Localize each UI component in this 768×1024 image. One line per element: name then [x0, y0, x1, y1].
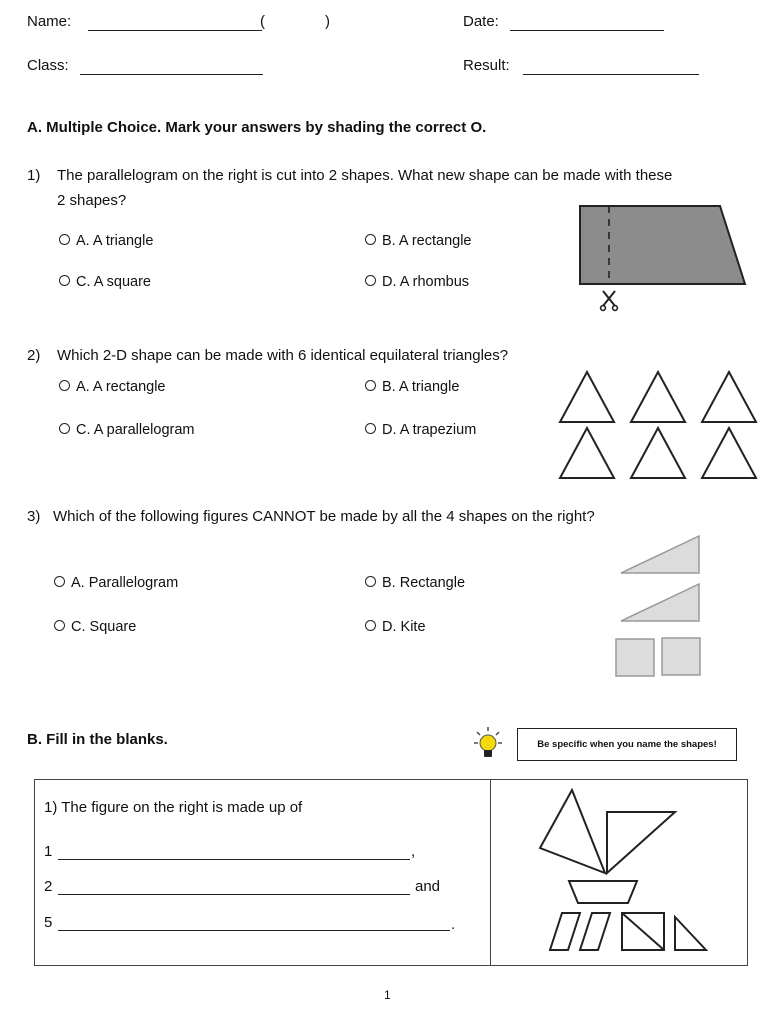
answer-blank-3[interactable] — [58, 930, 450, 931]
answer-bubble-icon[interactable] — [365, 275, 376, 286]
answer-blank-1[interactable] — [58, 859, 410, 860]
answer-bubble-icon[interactable] — [365, 576, 376, 587]
class-label: Class: — [27, 57, 69, 74]
q2-text-line1: Which 2-D shape can be made with 6 identical equilateral triangles? — [57, 347, 509, 364]
page-number: 1 — [384, 988, 391, 1002]
q3-number: 3) — [27, 508, 41, 525]
q3-option-a[interactable]: A. Parallelogram — [54, 575, 178, 591]
q2-option-b[interactable]: B. A triangle — [365, 379, 459, 395]
class-field[interactable] — [80, 74, 263, 75]
q1-option-b[interactable]: B. A rectangle — [365, 233, 471, 249]
q3-option-b[interactable]: B. Rectangle — [365, 575, 465, 591]
q2-option-d[interactable]: D. A trapezium — [365, 422, 476, 438]
name-field[interactable] — [88, 30, 262, 31]
q3-option-c[interactable]: C. Square — [54, 619, 136, 635]
name-label: Name: — [27, 13, 72, 30]
table-divider — [490, 779, 491, 966]
result-label: Result: — [463, 57, 510, 74]
section-b-title: B. Fill in the blanks. — [27, 731, 168, 748]
q1-text-line2: 2 shapes? — [57, 192, 127, 209]
answer-bubble-icon[interactable] — [59, 234, 70, 245]
q3-text-line1: Which of the following figures CANNOT be made by all the 4 shapes on the right? — [53, 508, 595, 525]
tip-text: Be specific when you name the shapes! — [537, 739, 717, 750]
answer-bubble-icon[interactable] — [59, 380, 70, 391]
lightbulb-icon — [474, 726, 504, 760]
blank-count-1: 1 — [44, 843, 53, 860]
open-paren: ( — [260, 13, 265, 30]
q1-option-d[interactable]: D. A rhombus — [365, 274, 469, 290]
answer-bubble-icon[interactable] — [54, 620, 65, 631]
blank-ending-2: and — [415, 878, 441, 895]
date-label: Date: — [463, 13, 499, 30]
section-a-title: A. Multiple Choice. Mark your answers by shading the correct O. — [27, 119, 487, 136]
blank-ending-3: . — [451, 916, 456, 933]
tip-box — [517, 728, 737, 761]
blank-count-3: 5 — [44, 914, 53, 931]
answer-blank-2[interactable] — [58, 894, 410, 895]
q1-text-line1: The parallelogram on the right is cut into 2 shapes. What new shape can be made with these — [57, 167, 673, 184]
answer-bubble-icon[interactable] — [59, 423, 70, 434]
fill-question: 1) The figure on the right is made up of — [44, 799, 303, 816]
q2-number: 2) — [27, 347, 41, 364]
answer-bubble-icon[interactable] — [365, 423, 376, 434]
blank-ending-1: , — [411, 843, 416, 860]
q3-option-d[interactable]: D. Kite — [365, 619, 426, 635]
date-field[interactable] — [510, 30, 664, 31]
q2-option-c[interactable]: C. A parallelogram — [59, 422, 194, 438]
result-field[interactable] — [523, 74, 699, 75]
blank-count-2: 2 — [44, 878, 53, 895]
q1-option-a[interactable]: A. A triangle — [59, 233, 153, 249]
q1-option-c[interactable]: C. A square — [59, 274, 151, 290]
q2-option-a[interactable]: A. A rectangle — [59, 379, 165, 395]
answer-bubble-icon[interactable] — [365, 380, 376, 391]
close-paren: ) — [325, 13, 330, 30]
answer-bubble-icon[interactable] — [365, 620, 376, 631]
answer-bubble-icon[interactable] — [54, 576, 65, 587]
answer-bubble-icon[interactable] — [365, 234, 376, 245]
answer-bubble-icon[interactable] — [59, 275, 70, 286]
q1-number: 1) — [27, 167, 41, 184]
scissors-icon — [600, 289, 620, 311]
